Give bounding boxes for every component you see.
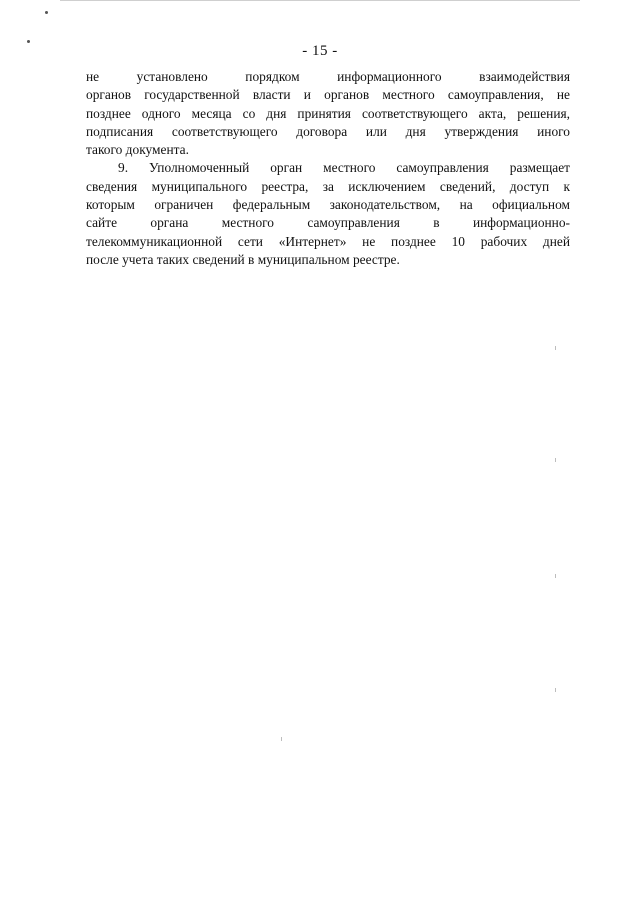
text-line: подписания соответствующего договора или дня утверждения иного [86,123,570,139]
text-line: позднее одного месяца со дня принятия соответствующего акта, решения, [86,105,570,121]
paragraph-1 [86,68,570,159]
text-line: после учета таких сведений в муниципальном реестре. [86,251,400,267]
scan-mark [555,458,556,462]
paragraph-2 [86,159,570,269]
text-line: не установлено порядком информационного взаимодействия [86,69,570,84]
text-line: телекоммуникационной сети «Интернет» не позднее 10 рабочих дней [86,233,570,249]
text-line: сведения муниципального реестра, за исключением сведений, доступ к [86,178,570,194]
text-line: 9. Уполномоченный орган местного самоуправления размещает [118,160,570,176]
page-top-edge [60,0,580,1]
scan-mark [281,737,282,741]
text-line: органов государственной власти и органов местного самоуправления, не [86,87,570,103]
document-body [86,68,570,269]
scan-mark [555,574,556,578]
scan-speck [45,11,48,14]
page-number: - 15 - [302,43,338,59]
text-line: которым ограничен федеральным законодательством, на официальном [86,197,570,213]
scan-mark [555,688,556,692]
text-line: сайте органа местного самоуправления в информационно- [86,215,570,231]
scan-mark [555,346,556,350]
text-line: такого документа. [86,142,189,158]
